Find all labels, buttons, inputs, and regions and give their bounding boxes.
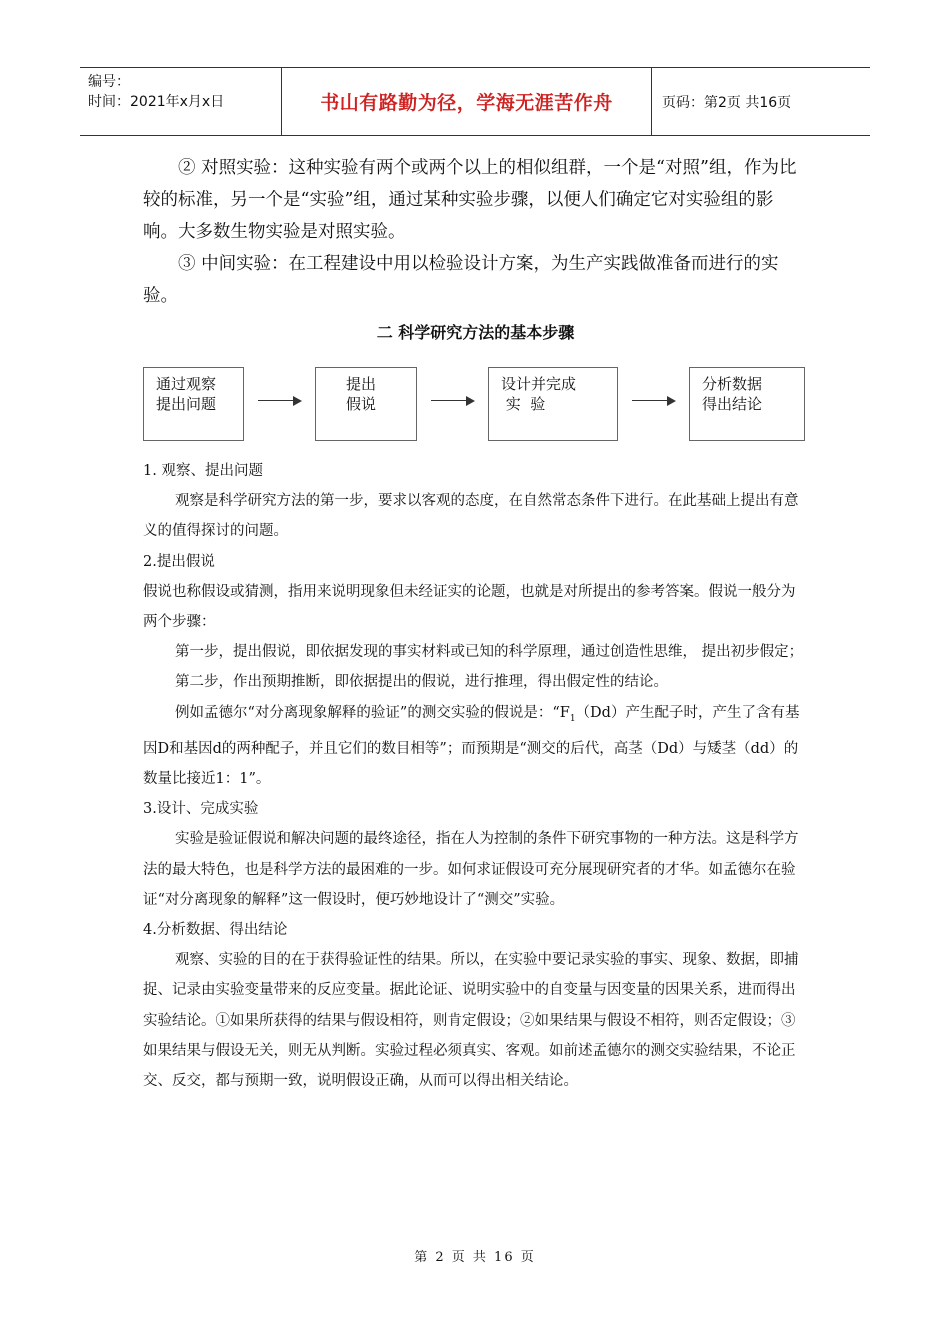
paragraph-control-experiment: ② 对照实验：这种实验有两个或两个以上的相似组群，一个是“对照”组，作为比较的标准，另一个是“实验”组，通过某种实验步骤，以便人们确定它对实验组的影响。大多数生物实验是对照实验。 (143, 158, 797, 242)
page-header (80, 67, 870, 136)
section-title: 二 科学研究方法的基本步骤 (376, 323, 575, 342)
flow-box-conclusion-line2: 得出结论 (702, 395, 763, 413)
flow-box-observe-line1: 通过观察 (156, 375, 217, 393)
step3-title: 3.设计、完成实验 (143, 801, 259, 818)
step2-title: 2.提出假说 (143, 553, 215, 570)
flow-box-conclusion (689, 367, 805, 441)
step1-paragraph: 观察是科学研究方法的第一步，要求以客观的态度，在自然常态条件下进行。在此基础上提出有意义的值得探讨的问题。 (143, 493, 799, 540)
page-content (143, 152, 808, 1096)
arrow-right-icon (431, 395, 475, 407)
flow-box-experiment-line2: 实 验 (501, 395, 546, 413)
header-meta (80, 68, 282, 135)
step2-paragraph-second: 第二步，作出预期推断，即依据提出的假说，进行推理，得出假定性的结论。 (175, 674, 668, 691)
flow-box-hypothesis (315, 367, 417, 441)
arrow-right-icon (258, 395, 302, 407)
header-number-label: 编号： (88, 74, 130, 90)
step3-paragraph: 实验是验证假说和解决问题的最终途径，指在人为控制的条件下研究事物的一种方法。这是科学方法的最大特色，也是科学方法的最困难的一步。如何求证假设可充分展现研究者的才华。如孟德尔在验证“对分离现象的解释”这一假设时，便巧妙地设计了“测交”实验。 (143, 831, 799, 908)
step2-paragraph-example (143, 698, 808, 795)
flow-box-conclusion-line1: 分析数据 (702, 375, 763, 393)
header-page-info: 页码：第2页 共16页 (662, 94, 792, 111)
page-footer: 第 2 页 共 16 页 (414, 1250, 536, 1265)
flow-box-observe-line2: 提出问题 (156, 395, 217, 413)
step2-paragraph-first: 第一步，提出假说，即依据发现的事实材料或已知的科学原理，通过创造性思维， 提出初步假定； (175, 644, 804, 661)
arrow-right-icon (632, 395, 676, 407)
step2-paragraph-intro: 假说也称假设或猜测，指用来说明现象但未经证实的论题，也就是对所提出的参考答案。假说一般分为两个步骤： (143, 583, 796, 631)
paragraph-pilot-experiment: ③ 中间实验：在工程建设中用以检验设计方案，为生产实践做准备而进行的实验。 (143, 254, 779, 306)
flow-box-observe (143, 367, 244, 441)
example-text-b: （Dd）产生配子时，产生了含有基因D和基因d的两种配子，并且它们的数目相等”；而预期是“测交的后代，高茎（Dd）与矮茎（dd）的数量比接近1：1”。 (143, 704, 800, 787)
example-subscript: 1 (569, 713, 576, 724)
header-time-label: 时间：2021年x月x日 (88, 94, 225, 110)
flow-box-hypothesis-line1: 提出 (346, 375, 377, 393)
flow-box-experiment-line1: 设计并完成 (501, 375, 577, 393)
flow-box-hypothesis-line2: 假说 (346, 395, 377, 413)
flow-box-experiment (488, 367, 618, 441)
step1-title: 1. 观察、提出问题 (143, 463, 263, 479)
step4-title: 4.分析数据、得出结论 (143, 921, 288, 938)
example-text-a: 例如孟德尔“对分离现象解释的验证”的测交实验的假说是：“F (175, 704, 570, 721)
header-motto: 书山有路勤为径，学海无涯苦作舟 (282, 68, 652, 135)
steps-flowchart (143, 348, 808, 456)
step4-paragraph: 观察、实验的目的在于获得验证性的结果。所以，在实验中要记录实验的事实、现象、数据，即捕捉、记录由实验变量带来的反应变量。据此论证、说明实验中的自变量与因变量的因果关系，进而得出实验结论。①如果所获得的结果与假设相符，则肯定假设；②如果结果与假设不相符，则否定假设；③如果结果与假设无关，则无从判断。实验过程必须真实、客观。如前述孟德尔的测交实验结果，不论正交、反交，都与预期一致，说明假设正确，从而可以得出相关结论。 (143, 952, 799, 1089)
